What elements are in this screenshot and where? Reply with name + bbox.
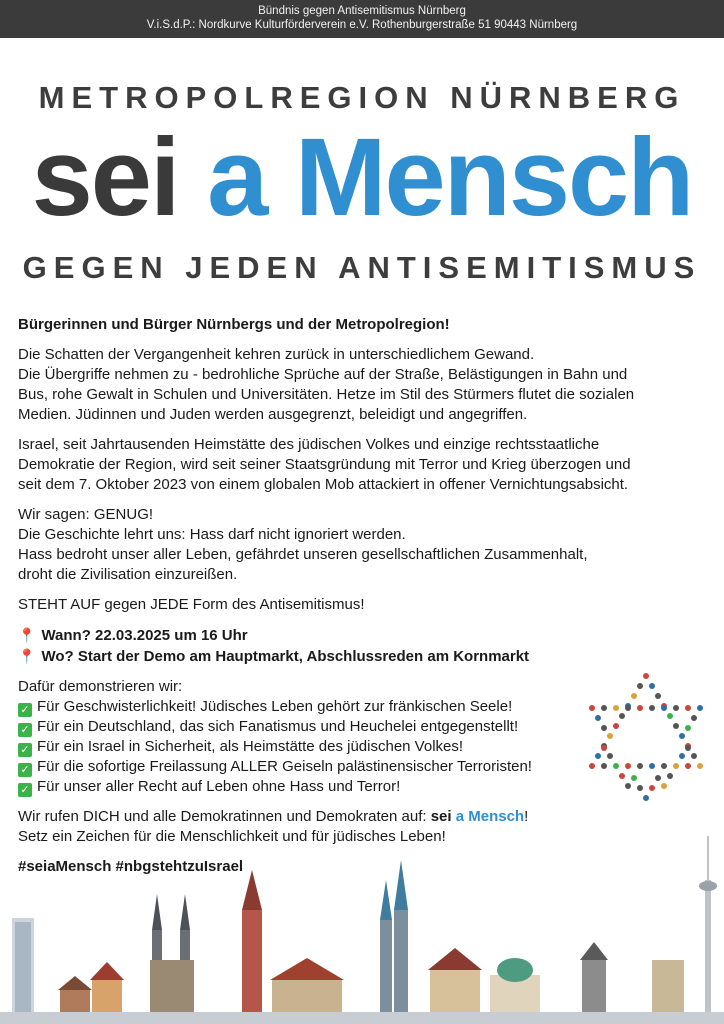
para3-line: Hass bedroht unser aller Leben, gefährdet unseren gesellschaftlichen Zusammenhalt, bbox=[18, 546, 588, 563]
para3-line: droht die Zivilisation einzureißen. bbox=[18, 566, 238, 583]
check-icon: ✓ bbox=[18, 723, 32, 737]
where-text: Wo? Start der Demo am Hauptmarkt, Abschlussreden am Kornmarkt bbox=[41, 648, 530, 665]
list-item-text: Für Geschwisterlichkeit! Jüdisches Leben gehört zur fränkischen Seele! bbox=[37, 698, 513, 715]
nuremberg-skyline-icon bbox=[0, 830, 724, 1024]
list-item-text: Für ein Israel in Sicherheit, als Heimstätte des jüdischen Volkes! bbox=[37, 738, 464, 755]
header-bar bbox=[0, 0, 724, 38]
greeting: Bürgerinnen und Bürger Nürnbergs und der Metropolregion! bbox=[18, 316, 450, 333]
check-icon: ✓ bbox=[18, 703, 32, 717]
call-mensch: a Mensch bbox=[451, 808, 525, 825]
para3-line: Wir sagen: GENUG! bbox=[18, 506, 154, 523]
call-text: Wir rufen DICH und alle Demokratinnen und Demokraten auf: bbox=[18, 808, 431, 825]
event-when bbox=[18, 625, 698, 646]
headline-top: METROPOLREGION NÜRNBERG bbox=[38, 80, 686, 115]
event-where bbox=[18, 646, 698, 667]
check-icon: ✓ bbox=[18, 783, 32, 797]
para1-line: Die Übergriffe nehmen zu - bedrohliche Sprüche auf der Straße, Belästigungen in Bahn und bbox=[18, 366, 628, 383]
check-icon: ✓ bbox=[18, 763, 32, 777]
star-of-david-people-icon bbox=[582, 668, 710, 808]
headline-sei: sei bbox=[31, 116, 179, 239]
para2-line: Israel, seit Jahrtausenden Heimstätte des jüdischen Volkes und einzige rechtsstaatliche bbox=[18, 436, 600, 453]
header-line-1: Bündnis gegen Antisemitismus Nürnberg bbox=[258, 5, 466, 17]
call-sei: sei bbox=[430, 808, 452, 825]
pin-icon: 📍 bbox=[18, 627, 36, 643]
para1-line: Medien. Jüdinnen und Juden werden ausgegrenzt, beleidigt und angegriffen. bbox=[18, 406, 528, 423]
headline-mensch: a Mensch bbox=[207, 116, 693, 239]
headline-bottom: GEGEN JEDEN ANTISEMITISMUS bbox=[22, 250, 702, 285]
call-end: ! bbox=[524, 808, 529, 825]
para3-line: Die Geschichte lehrt uns: Hass darf nicht ignoriert werden. bbox=[18, 526, 406, 543]
para1-line: Die Schatten der Vergangenheit kehren zurück in unterschiedlichem Gewand. bbox=[18, 346, 535, 363]
call-line-1 bbox=[18, 807, 698, 827]
list-item-text: Für ein Deutschland, das sich Fanatismus und Heuchelei entgegenstellt! bbox=[37, 718, 519, 735]
hashtags: #seiaMensch #nbgstehtzuIsrael bbox=[18, 858, 244, 875]
list-intro: Dafür demonstrieren wir: bbox=[18, 678, 183, 695]
call-line-2: Setz ein Zeichen für die Menschlichkeit und für jüdisches Leben! bbox=[18, 828, 446, 845]
when-text: Wann? 22.03.2025 um 16 Uhr bbox=[41, 627, 248, 644]
header-line-2: V.i.S.d.P.: Nordkurve Kulturförderverein e.V. Rothenburgerstraße 51 90443 Nürnberg bbox=[146, 19, 578, 31]
para1-line: Bus, rohe Gewalt in Schulen und Universitäten. Hetze im Stil des Stürmers flutet die sozialen bbox=[18, 386, 635, 403]
para4: STEHT AUF gegen JEDE Form des Antisemitismus! bbox=[18, 596, 365, 613]
para2-line: Demokratie der Region, wird seit seiner Staatsgründung mit Terror und Krieg überzogen und bbox=[18, 456, 631, 473]
para2-line: seit dem 7. Oktober 2023 von einem globalen Mob attackiert in offener Vernichtungsabsicht. bbox=[18, 476, 629, 493]
pin-icon: 📍 bbox=[18, 648, 36, 664]
check-icon: ✓ bbox=[18, 743, 32, 757]
headline-main bbox=[0, 118, 724, 238]
list-item-text: Für die sofortige Freilassung ALLER Geiseln palästinensischer Terroristen! bbox=[37, 758, 532, 775]
list-item-text: Für unser aller Recht auf Leben ohne Hass und Terror! bbox=[37, 778, 401, 795]
